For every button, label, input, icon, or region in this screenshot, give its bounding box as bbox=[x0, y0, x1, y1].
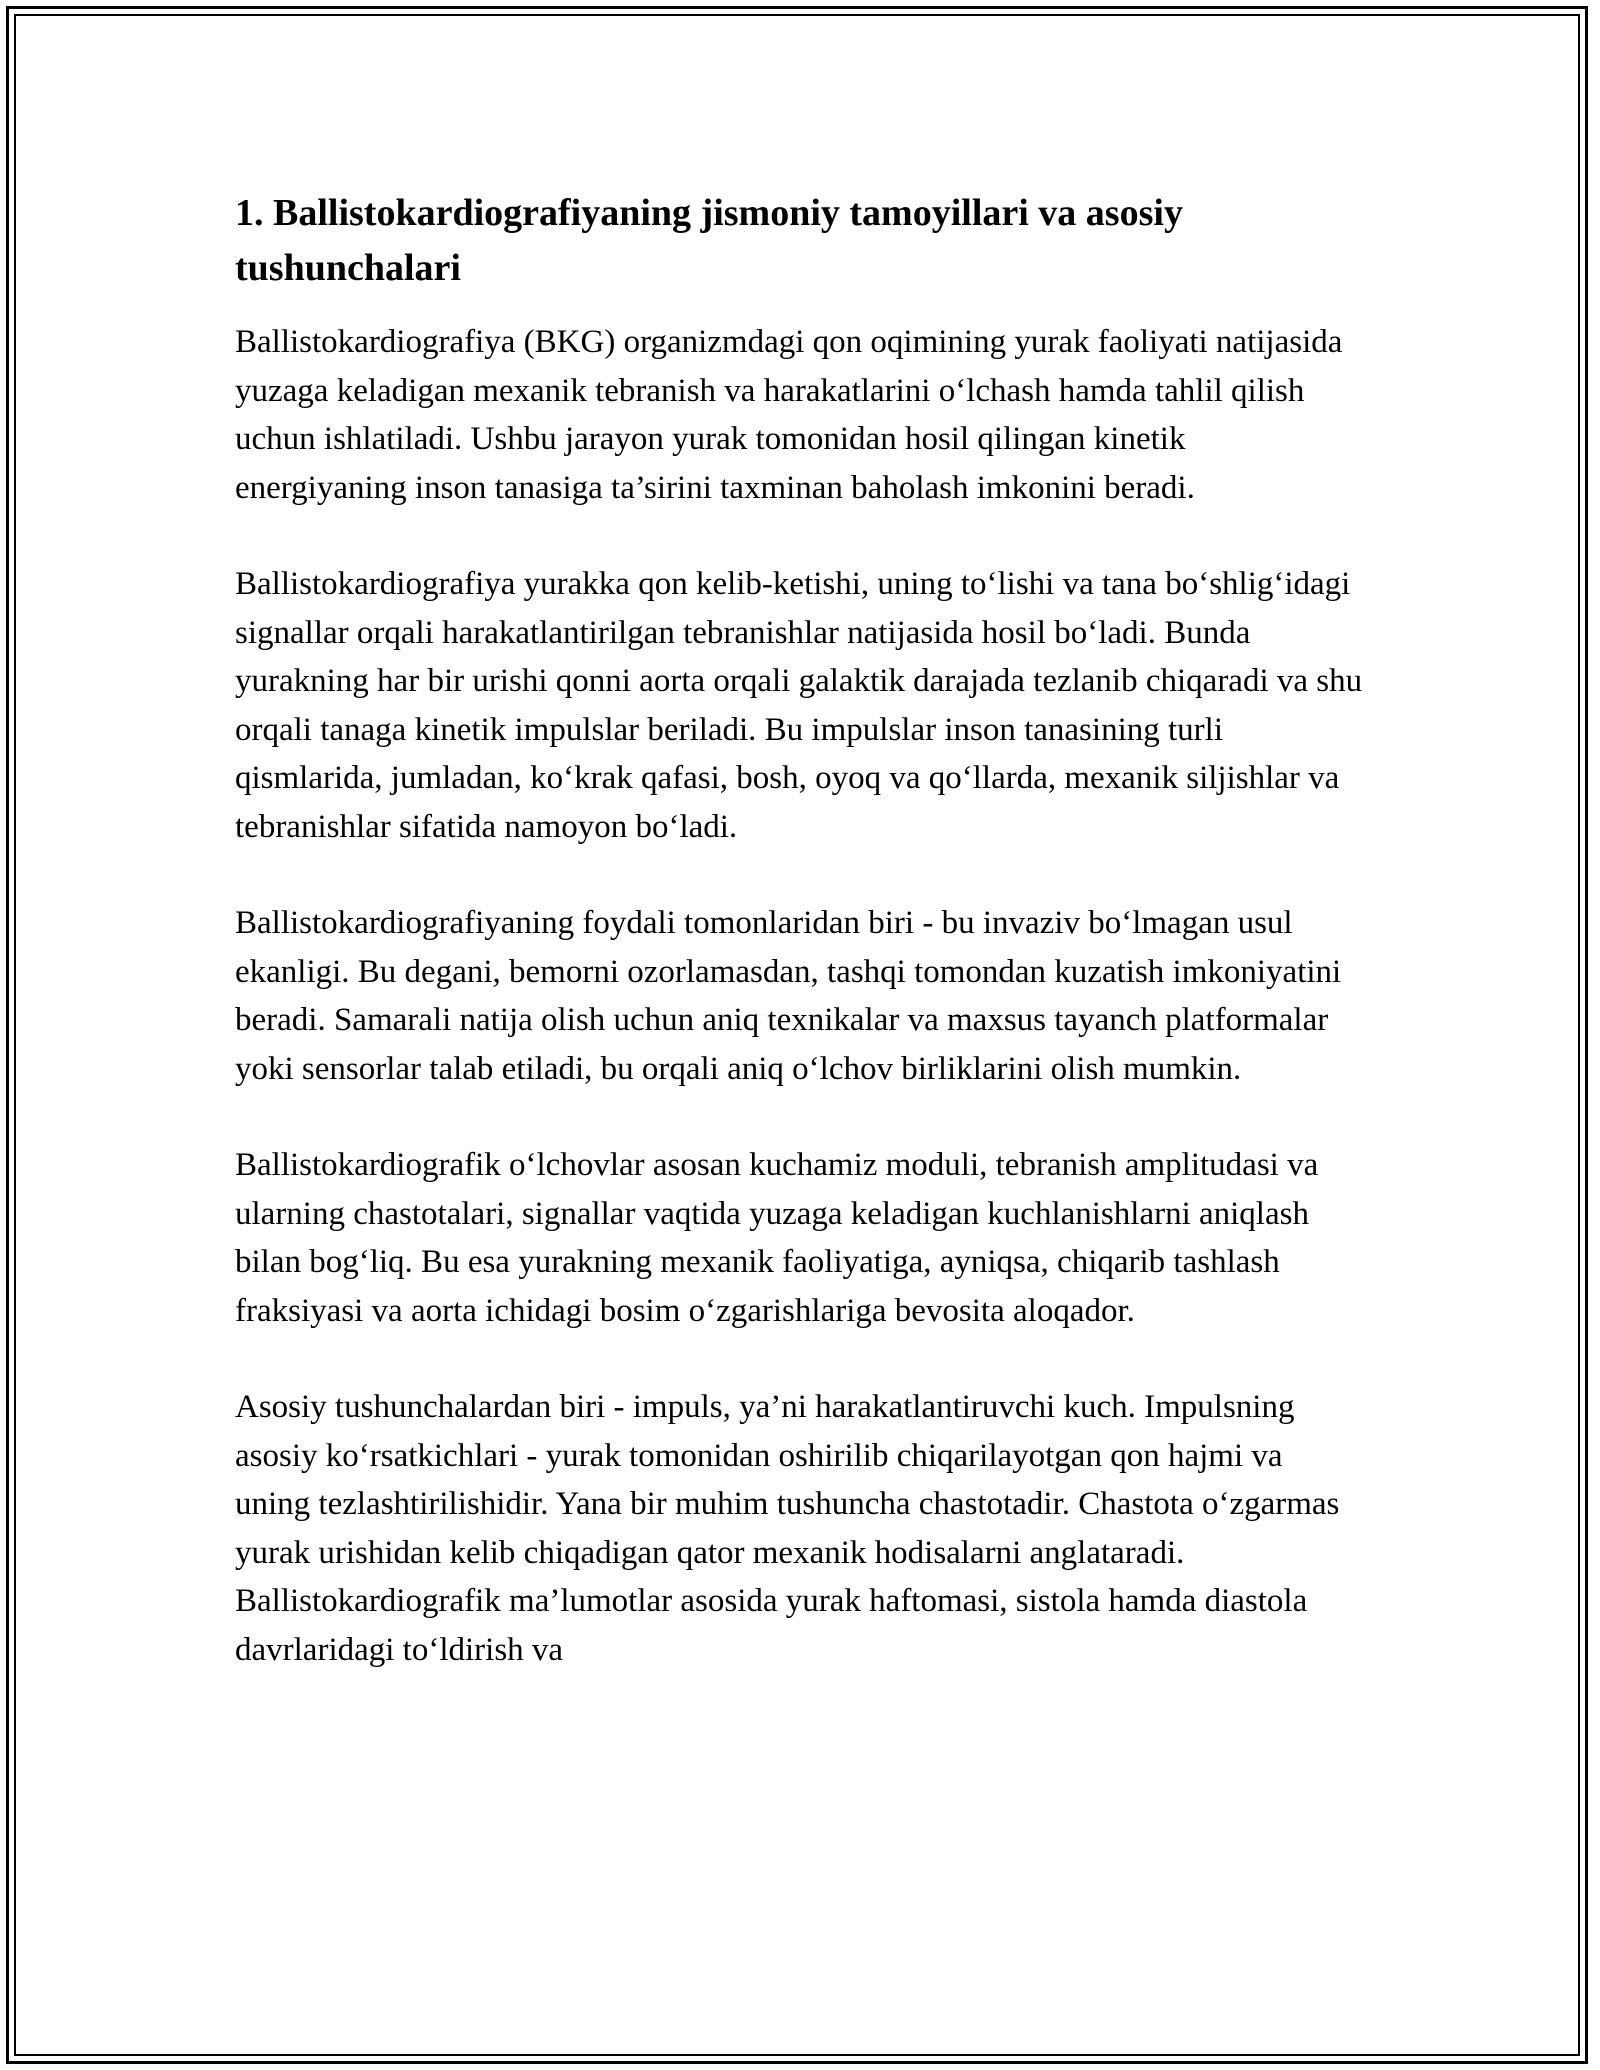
paragraph-4: Ballistokardiografik o‘lchovlar asosan kuchamiz moduli, tebranish amplitudasi va ularning chastotalari, signallar vaqtida yuzaga keladigan kuchlanishlarni aniqlash bilan bog‘liq. Bu esa yurakning mexanik faoliyatiga, ayniqsa, chiqarib tashlash fraksiyasi va aorta ichidagi bosim o‘zgarishlariga bevosita aloqador. bbox=[235, 1147, 1319, 1329]
paragraph-5: Asosiy tushunchalardan biri - impuls, ya’ni harakatlantiruvchi kuch. Impulsning asosiy ko‘rsatkichlari - yurak tomonidan oshirilib chiqarilayotgan qon hajmi va uning tezlashtirilishidir. Yana bir muhim tushuncha chastotadir. Chastota o‘zgarmas yurak urishidan kelib chiqadigan qator mexanik hodisalarni anglataradi. Ballistokardiografik ma’lumotlar asosida yurak haftomasi, sistola hamda diastola davrlaridagi to‘ldirish va bbox=[235, 1389, 1340, 1668]
paragraph-2: Ballistokardiografiya yurakka qon kelib-ketishi, uning to‘lishi va tana bo‘shlig‘idagi signallar orqali harakatlantirilgan tebranishlar natijasida hosil bo‘ladi. Bunda yurakning har bir urishi qonni aorta orqali galaktik darajada tezlanib chiqaradi va shu orqali tanaga kinetik impulslar beriladi. Bu impulslar inson tanasining turli qismlarida, jumladan, ko‘krak qafasi, bosh, oyoq va qo‘llarda, mexanik siljishlar va tebranishlar sifatida namoyon bo‘ladi. bbox=[235, 566, 1363, 845]
paragraph-3: Ballistokardiografiyaning foydali tomonlaridan biri - bu invaziv bo‘lmagan usul ekanligi. Bu degani, bemorni ozorlamasdan, tashqi tomondan kuzatish imkoniyatini beradi. Samarali natija olish uchun aniq texnikalar va maxsus tayanch platformalar yoki sensorlar talab etiladi, bu orqali aniq o‘lchov birliklarini olish mumkin. bbox=[235, 905, 1342, 1087]
paragraph-1: Ballistokardiografiya (BKG) organizmdagi qon oqimining yurak faoliyati natijasida yuzaga keladigan mexanik tebranish va harakatlarini o‘lchash hamda tahlil qilish uchun ishlatiladi. Ushbu jarayon yurak tomonidan hosil qilingan kinetik energiyaning inson tanasiga ta’sirini taxminan baholash imkonini beradi. bbox=[235, 324, 1343, 506]
section-title: 1. Ballistokardiografiyaning jismoniy tamoyillari va asosiy tushunchalari bbox=[235, 192, 1183, 289]
document-body bbox=[235, 186, 1365, 1722]
